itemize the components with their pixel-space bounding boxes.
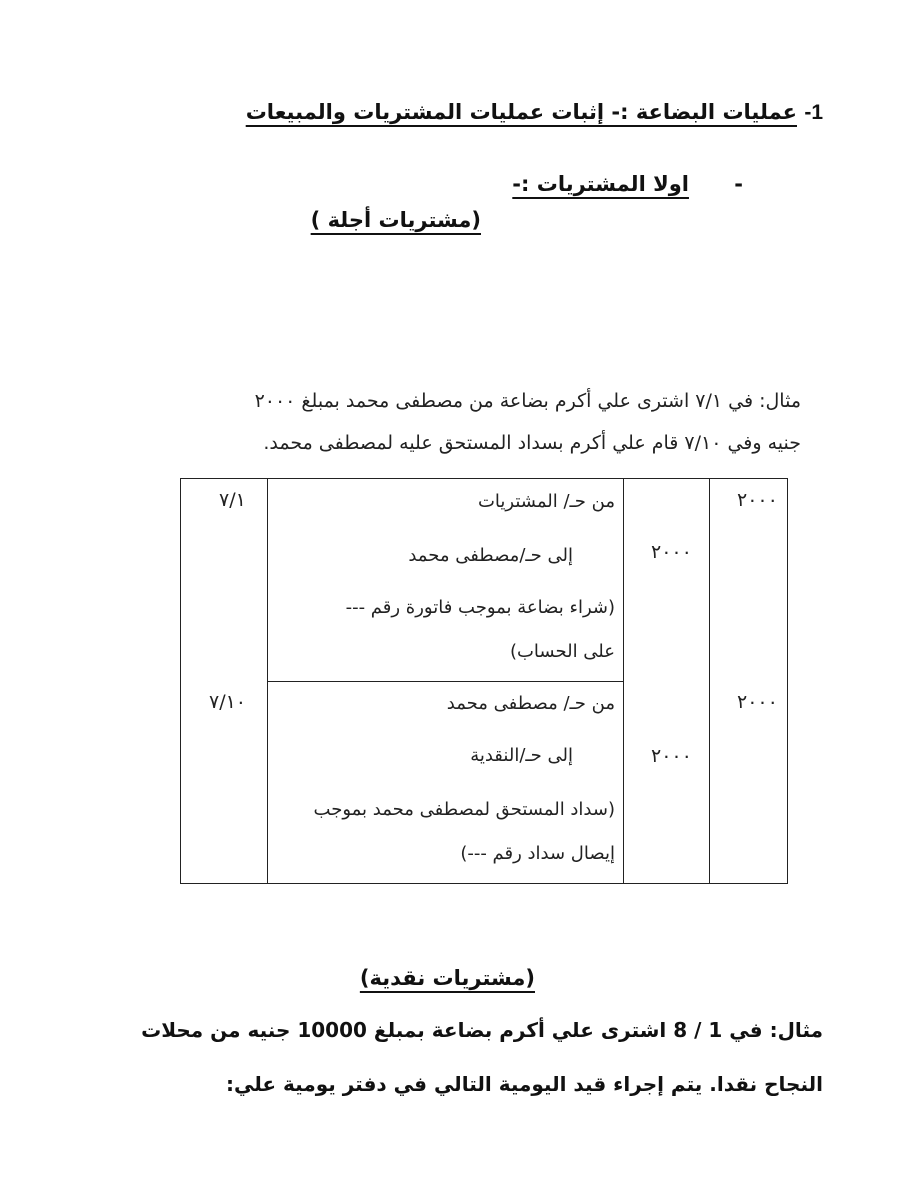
credit-purchases-title: (مشتريات أجلة ) (310, 208, 481, 232)
entry-divider (267, 681, 623, 682)
journal-table (180, 478, 788, 884)
entry-credit-amount: ٢٠٠٠ (651, 745, 692, 767)
section-title: عمليات البضاعة :- إثبات عمليات المشتريات والمبيعات (245, 100, 797, 124)
entry-date: ٧/١ (219, 489, 246, 511)
section-heading (246, 100, 823, 125)
column-divider (709, 479, 710, 883)
entry-debit-amount: ٢٠٠٠ (737, 691, 778, 713)
entry-debit-amount: ٢٠٠٠ (737, 489, 778, 511)
entry-credit-account: إلى حـ/مصطفى محمد (408, 545, 573, 566)
entry-date: ٧/١٠ (209, 691, 247, 713)
entry-narration: على الحساب) (509, 641, 615, 662)
example1-line1: مثال: في ٧/١ اشترى علي أكرم بضاعة من مصطفى محمد بمبلغ ٢٠٠٠ (254, 390, 801, 412)
purchases-bullet: - (734, 172, 743, 196)
section-number: 1- (804, 101, 823, 124)
entry-narration: (سداد المستحق لمصطفى محمد بموجب (313, 799, 615, 820)
entry-narration: (شراء بضاعة بموجب فاتورة رقم --- (345, 597, 615, 618)
entry-debit-account: من حـ/ مصطفى محمد (446, 693, 615, 714)
purchases-heading (512, 172, 743, 196)
example1-line2: جنيه وفي ٧/١٠ قام علي أكرم بسداد المستحق عليه لمصطفى محمد. (263, 432, 801, 454)
example2-line2: النجاح نقدا. يتم إجراء قيد اليومية التالي في دفتر يومية علي: (226, 1072, 823, 1096)
entry-debit-account: من حـ/ المشتريات (477, 491, 615, 512)
entry-credit-amount: ٢٠٠٠ (651, 541, 692, 563)
entry-credit-account: إلى حـ/النقدية (470, 745, 573, 766)
column-divider (623, 479, 624, 883)
example2-line1: مثال: في 1 / 8 اشترى علي أكرم بضاعة بمبلغ 10000 جنيه من محلات (141, 1018, 823, 1042)
cash-purchases-title: (مشتريات نقدية) (359, 966, 535, 990)
entry-narration: إيصال سداد رقم ---) (460, 843, 615, 864)
purchases-title: اولا المشتريات :- (512, 172, 689, 196)
